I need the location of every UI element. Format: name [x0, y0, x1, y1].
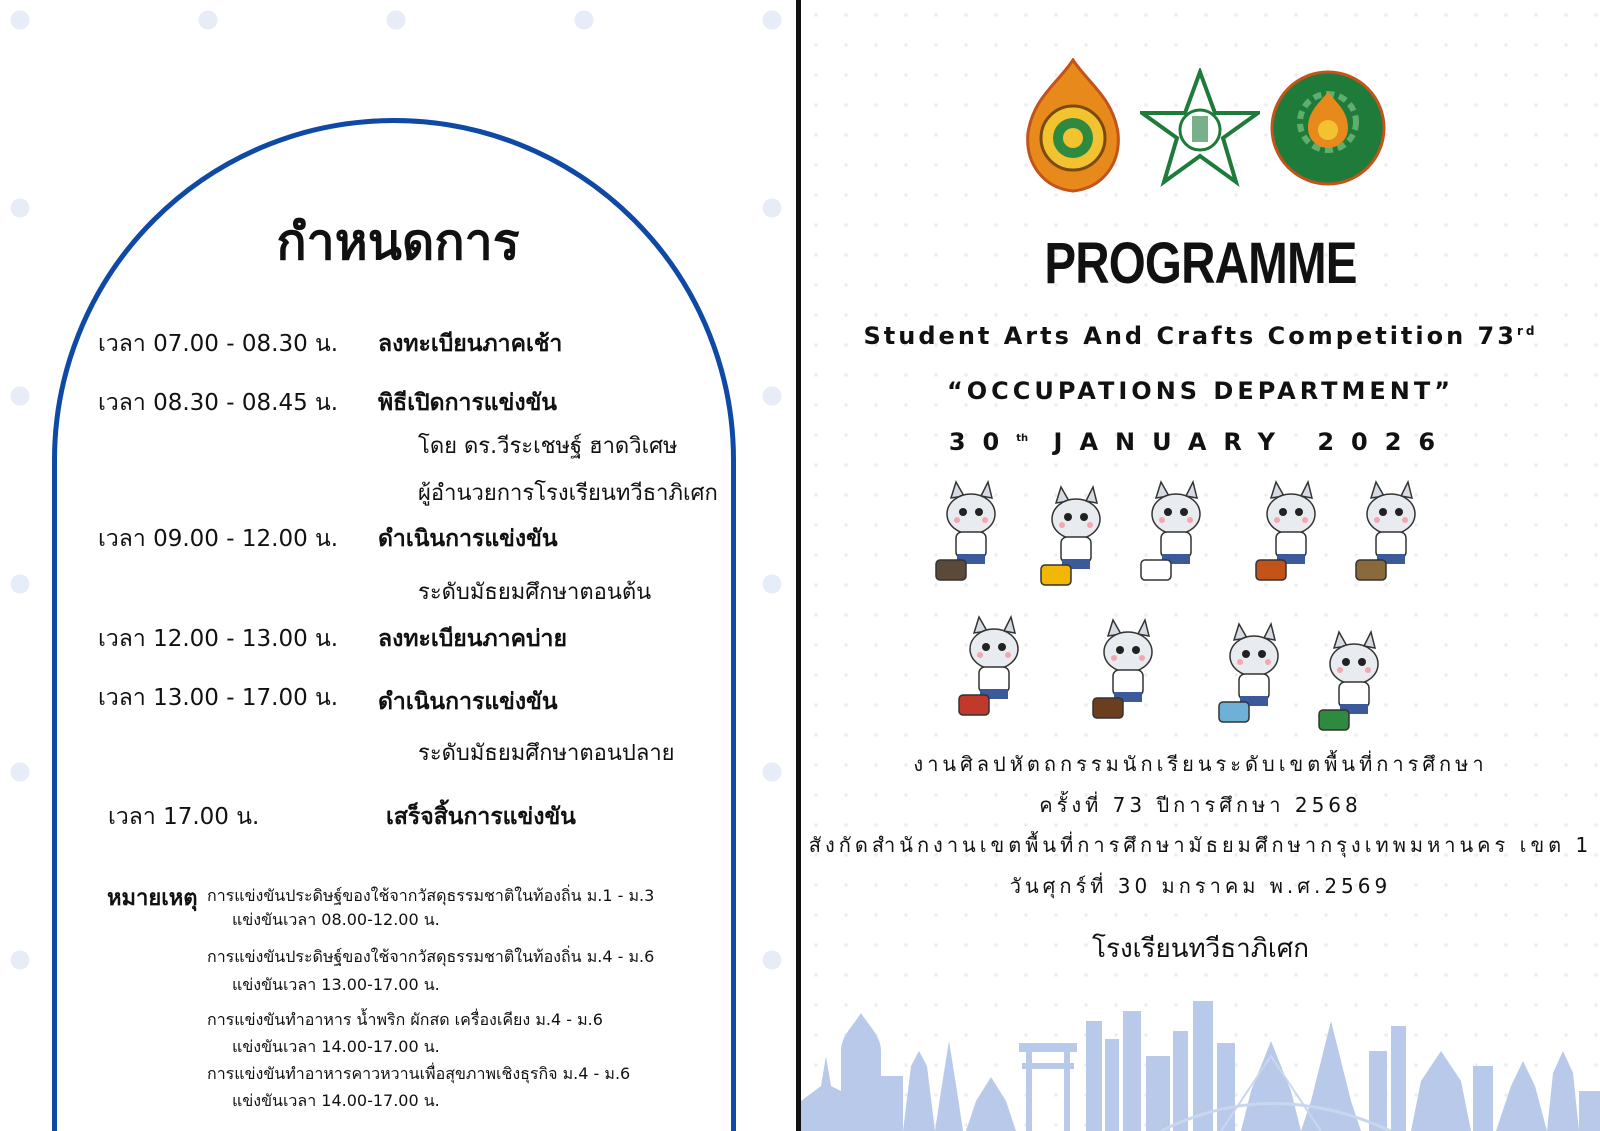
- competition-name: Student Arts And Crafts Competition 73: [863, 322, 1517, 350]
- horse-mascot: [926, 480, 1016, 585]
- horse-mascot: [1031, 485, 1121, 590]
- note-line: แข่งขันเวลา 14.00-17.00 น.: [232, 1091, 440, 1110]
- schedule-time: เวลา 12.00 - 13.00 น.: [98, 626, 339, 652]
- horse-mascot: [1309, 630, 1399, 735]
- date-day: 30: [948, 428, 1017, 456]
- schedule-activity: ลงทะเบียนภาคบ่าย: [378, 626, 567, 652]
- schedule-detail: ผู้อำนวยการโรงเรียนทวีธาภิเศก: [418, 481, 718, 506]
- schedule-time: เวลา 08.30 - 08.45 น.: [98, 390, 339, 416]
- thawi-thapisek-star-logo: [1140, 68, 1260, 188]
- note-line: การแข่งขันทำอาหาร น้ำพริก ผักสด เครื่องเคียง ม.4 - ม.6: [207, 1010, 603, 1029]
- schedule-time: เวลา 17.00 น.: [108, 804, 260, 830]
- note-line: การแข่งขันทำอาหารคาวหวานเพื่อสุขภาพเชิงธุรกิจ ม.4 - ม.6: [207, 1064, 631, 1083]
- green-gear-logo: [1270, 70, 1386, 186]
- schedule-detail: โดย ดร.วีระเชษฐ์ ฮาดวิเศษ: [418, 434, 678, 459]
- note-line: แข่งขันเวลา 08.00-12.00 น.: [232, 910, 440, 929]
- schedule-activity: ดำเนินการแข่งขัน: [378, 526, 558, 552]
- date-ordinal: th: [1016, 433, 1029, 444]
- obec-emblem-logo: [1018, 58, 1128, 193]
- horse-mascot: [1131, 480, 1221, 585]
- competition-title: [801, 322, 1600, 350]
- school-name: โรงเรียนทวีธาภิเศก: [1092, 934, 1309, 964]
- schedule-activity: ดำเนินการแข่งขัน: [378, 689, 558, 715]
- horse-mascot: [949, 615, 1039, 720]
- horse-mascot: [1209, 622, 1299, 727]
- schedule-time: เวลา 09.00 - 12.00 น.: [98, 526, 339, 552]
- schedule-time: เวลา 13.00 - 17.00 น.: [98, 685, 339, 711]
- department-title: “OCCUPATIONS DEPARTMENT”: [947, 377, 1454, 405]
- schedule-activity: พิธีเปิดการแข่งขัน: [378, 390, 558, 416]
- note-label: หมายเหตุ: [107, 886, 198, 911]
- schedule-detail: ระดับมัธยมศึกษาตอนต้น: [418, 580, 652, 605]
- horse-mascot: [1246, 480, 1336, 585]
- thai-event-line: สังกัดสำนักงานเขตพื้นที่การศึกษามัธยมศึกษากรุงเทพมหานคร เขต 1: [808, 833, 1593, 857]
- note-line: แข่งขันเวลา 14.00-17.00 น.: [232, 1037, 440, 1056]
- programme-title: PROGRAMME: [1044, 231, 1357, 296]
- event-date: [801, 428, 1600, 456]
- ordinal-suffix: rd: [1516, 324, 1538, 338]
- mascot-gallery: [801, 480, 1600, 740]
- note-line: การแข่งขันประดิษฐ์ของใช้จากวัสดุธรรมชาติในท้องถิ่น ม.4 - ม.6: [207, 947, 655, 966]
- schedule-activity: ลงทะเบียนภาคเช้า: [378, 331, 563, 357]
- schedule-title: กำหนดการ: [276, 213, 520, 271]
- thai-event-line: ครั้งที่ 73 ปีการศึกษา 2568: [1039, 793, 1362, 817]
- bangkok-skyline-illustration: [801, 981, 1600, 1131]
- note-line: แข่งขันเวลา 13.00-17.00 น.: [232, 975, 440, 994]
- schedule-detail: ระดับมัธยมศึกษาตอนปลาย: [418, 741, 675, 766]
- schedule-time: เวลา 07.00 - 08.30 น.: [98, 331, 339, 357]
- schedule-activity: เสร็จสิ้นการแข่งขัน: [386, 804, 576, 830]
- thai-event-line: งานศิลปหัตถกรรมนักเรียนระดับเขตพื้นที่การศึกษา: [913, 752, 1488, 776]
- date-month-year: JANUARY 2026: [1053, 428, 1453, 456]
- horse-mascot: [1083, 618, 1173, 723]
- schedule-panel: [0, 0, 796, 1131]
- programme-panel: [801, 0, 1600, 1131]
- horse-mascot: [1346, 480, 1436, 585]
- note-line: การแข่งขันประดิษฐ์ของใช้จากวัสดุธรรมชาติในท้องถิ่น ม.1 - ม.3: [207, 886, 655, 905]
- thai-event-line: วันศุกร์ที่ 30 มกราคม พ.ศ.2569: [1009, 874, 1392, 898]
